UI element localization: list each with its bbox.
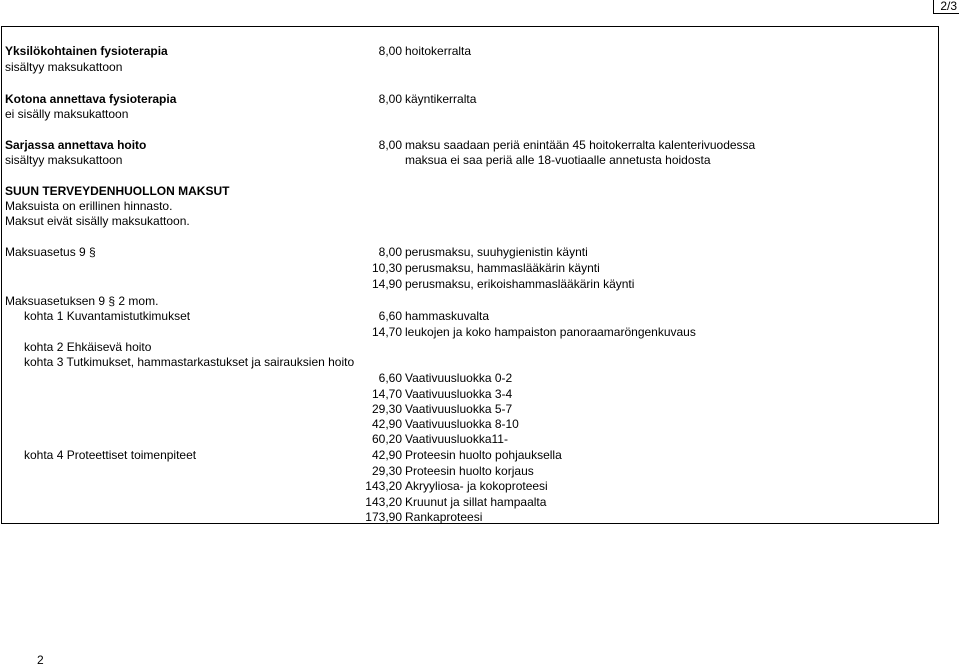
fee-description: Proteesin huolto korjaus: [405, 464, 534, 478]
page-marker: 2/3: [933, 0, 959, 14]
fee-amount: 8,00: [378, 138, 402, 152]
fee-description: Proteesin huolto pohjauksella: [405, 448, 562, 462]
regulation-label: Maksuasetuksen 9 § 2 mom.: [5, 294, 159, 308]
fee-amount: 143,20: [365, 495, 402, 509]
fee-description: Vaativuusluokka 0-2: [405, 371, 513, 385]
note-text: Maksut eivät sisälly maksukattoon.: [5, 214, 190, 228]
fee-amount: 29,30: [371, 402, 402, 416]
fee-amount: 14,70: [371, 325, 402, 339]
item-label: kohta 2 Ehkäisevä hoito: [24, 340, 152, 354]
fee-amount: 6,60: [378, 309, 402, 323]
fee-amount: 14,70: [371, 387, 402, 401]
fee-description: leukojen ja koko hampaiston panoraamaröngenkuvaus: [405, 325, 696, 339]
fee-amount: 29,30: [371, 464, 402, 478]
fee-description: Kruunut ja sillat hampaalta: [405, 495, 547, 509]
note-text: sisältyy maksukattoon: [5, 153, 123, 167]
fee-amount: 8,00: [378, 245, 402, 259]
note-text: Maksuista on erillinen hinnasto.: [5, 199, 173, 213]
fee-description: Rankaproteesi: [405, 510, 483, 524]
fee-description: perusmaksu, erikoishammaslääkärin käynti: [405, 277, 635, 291]
item-label: kohta 4 Proteettiset toimenpiteet: [24, 448, 197, 462]
item-label: kohta 3 Tutkimukset, hammastarkastukset ja sairauksien hoito: [24, 355, 355, 369]
fee-amount: 173,90: [365, 510, 402, 524]
fee-description: Vaativuusluokka 8-10: [405, 417, 519, 431]
fee-amount: 8,00: [378, 44, 402, 58]
fee-amount: 8,00: [378, 92, 402, 106]
section-title-series: Sarjassa annettava hoito: [5, 138, 147, 152]
section-title-dental: SUUN TERVEYDENHUOLLON MAKSUT: [5, 184, 230, 198]
fee-description: hammaskuvalta: [405, 309, 490, 323]
fee-amount: 6,60: [378, 371, 402, 385]
fee-amount: 42,90: [371, 448, 402, 462]
page-number: 2: [37, 653, 44, 667]
fee-description: maksu saadaan periä enintään 45 hoitokerralta kalenterivuodessa: [405, 138, 756, 152]
fee-description: Vaativuusluokka 5-7: [405, 402, 513, 416]
section-title-physio: Yksilökohtainen fysioterapia: [5, 44, 168, 58]
fee-description: perusmaksu, hammaslääkärin käynti: [405, 261, 600, 275]
fee-amount: 143,20: [365, 479, 402, 493]
section-title-home-physio: Kotona annettava fysioterapia: [5, 92, 177, 106]
regulation-label: Maksuasetus 9 §: [5, 245, 96, 259]
fee-description: Vaativuusluokka11-: [405, 432, 508, 446]
fee-description: maksua ei saa periä alle 18-vuotiaalle annetusta hoidosta: [405, 153, 711, 167]
fee-amount: 42,90: [371, 417, 402, 431]
item-label: kohta 1 Kuvantamistutkimukset: [24, 309, 191, 323]
fee-amount: 60,20: [371, 432, 402, 446]
fee-amount: 10,30: [371, 261, 402, 275]
fee-description: Akryyliosa- ja kokoproteesi: [405, 479, 548, 493]
fee-description: käyntikerralta: [405, 92, 477, 106]
fee-description: perusmaksu, suuhygienistin käynti: [405, 245, 588, 259]
fee-description: Vaativuusluokka 3-4: [405, 387, 513, 401]
note-text: sisältyy maksukattoon: [5, 60, 123, 74]
fee-description: hoitokerralta: [405, 44, 472, 58]
note-text: ei sisälly maksukattoon: [5, 107, 129, 121]
fee-amount: 14,90: [371, 277, 402, 291]
